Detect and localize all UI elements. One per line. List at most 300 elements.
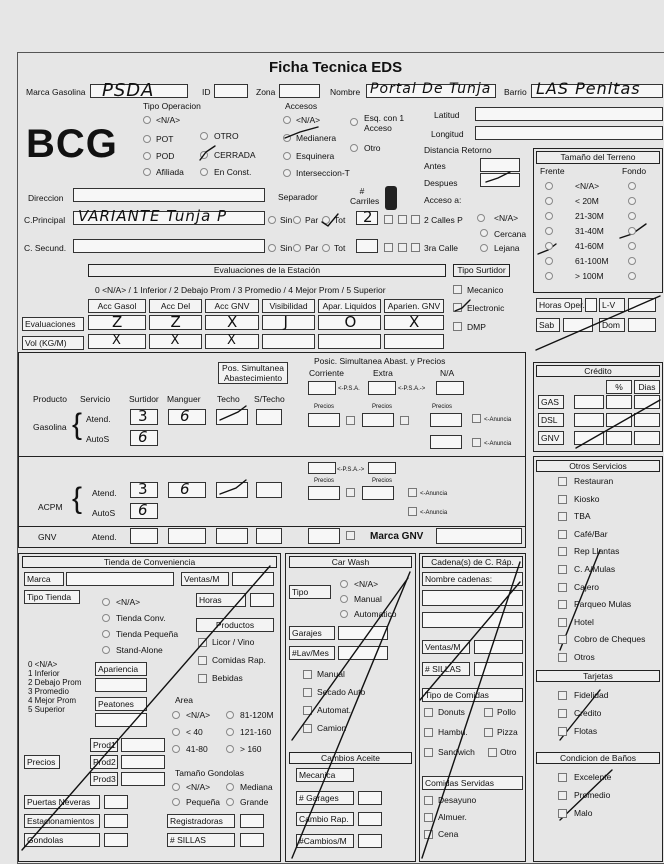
checkbox[interactable] <box>424 708 433 717</box>
carriles-label: # Carriles <box>350 186 380 206</box>
separador-label: Separador <box>278 192 318 202</box>
vol-value: X <box>170 333 181 348</box>
credito-field[interactable] <box>606 395 632 409</box>
precios-label-5: Precios <box>372 478 393 484</box>
frente-radio[interactable] <box>545 257 553 265</box>
zona-label: Zona <box>256 87 276 97</box>
peatones-label: Peatones <box>95 697 147 711</box>
radio[interactable] <box>102 630 110 638</box>
credito-field[interactable] <box>606 431 632 445</box>
latitud-label: Latitud <box>434 110 460 120</box>
credito-field[interactable] <box>634 395 660 409</box>
radio[interactable] <box>226 745 234 753</box>
tarjeta-item: Flotas <box>574 726 598 736</box>
c-principal-label: C.Principal <box>24 215 66 225</box>
credito-field[interactable] <box>634 431 660 445</box>
radio[interactable] <box>226 798 234 806</box>
sin-label-2: Sin <box>280 243 293 253</box>
radio[interactable] <box>172 711 180 719</box>
cadena-sillas-field[interactable] <box>474 662 523 676</box>
radio[interactable] <box>200 168 208 176</box>
eval-col-header: Apar. Liquidos <box>318 299 381 313</box>
distancia-label: Distancia Retorno <box>424 145 492 155</box>
cadena-nombre-field[interactable] <box>422 590 523 606</box>
credito-field[interactable] <box>606 413 632 427</box>
otros-servicio-item: Cobro de Cheques <box>574 634 646 645</box>
checkbox[interactable] <box>424 813 433 822</box>
registradoras-field[interactable] <box>240 814 264 828</box>
antes-label: Antes <box>424 161 446 171</box>
cambio-rap-field[interactable] <box>358 812 382 826</box>
radio[interactable] <box>480 244 488 252</box>
gnv-label: GNV <box>38 532 57 542</box>
bcg-logo: BCG <box>26 122 118 166</box>
checkbox[interactable] <box>488 748 497 757</box>
tot-label: Tot <box>334 215 346 225</box>
radio[interactable] <box>322 244 330 252</box>
tienda-precios-label: Precios <box>24 755 60 769</box>
carwash-na: <N/A> <box>354 579 379 589</box>
s-techo-field[interactable] <box>256 482 282 498</box>
radio[interactable] <box>293 216 301 224</box>
sin-label: Sin <box>280 215 293 225</box>
tam-na: <N/A> <box>186 782 211 792</box>
psa-field[interactable] <box>436 381 464 395</box>
anuncia-label-3: <-Anuncia <box>420 491 448 497</box>
checkbox[interactable] <box>424 796 433 805</box>
radio[interactable] <box>200 132 208 140</box>
frente-radio[interactable] <box>545 212 553 220</box>
apariencia-field[interactable] <box>95 678 147 692</box>
checkbox[interactable] <box>408 488 417 497</box>
radio[interactable] <box>340 580 348 588</box>
checkbox[interactable] <box>558 809 567 818</box>
precio-field[interactable] <box>308 413 340 427</box>
psa-field[interactable] <box>308 462 336 474</box>
extra-label: Extra <box>373 368 393 378</box>
radio[interactable] <box>226 711 234 719</box>
fondo-radio[interactable] <box>628 272 636 280</box>
tienda-marca-field[interactable] <box>66 572 174 586</box>
tam-grande: Grande <box>240 797 269 807</box>
prod-licor: Licor / Vino <box>212 637 255 647</box>
s-techo-field[interactable] <box>256 409 282 425</box>
brace-icon: { <box>72 408 83 441</box>
radio[interactable] <box>226 728 234 736</box>
radio[interactable] <box>268 244 276 252</box>
checkbox[interactable] <box>558 773 567 782</box>
radio[interactable] <box>172 745 180 753</box>
horas-oper-field[interactable] <box>585 298 597 312</box>
carwash-automatico: Automatico <box>354 609 397 619</box>
prod1-field[interactable] <box>121 738 165 752</box>
evaluaciones-scale: 0 <N/A> / 1 Inferior / 2 Debajo Prom / 3 Promedio / 4 Mejor Prom / 5 Superior <box>95 285 386 295</box>
checkbox[interactable] <box>303 706 312 715</box>
prod-comidas: Comidas Rap. <box>212 655 266 665</box>
nombre-value: Portal De Tunja <box>370 81 492 97</box>
manguer-header: Manguer <box>167 394 201 404</box>
checkbox[interactable] <box>472 414 481 423</box>
area-label: Area <box>175 695 193 705</box>
lejana-label: Lejana <box>494 243 520 253</box>
dos-calles-label: 2 Calles P <box>424 215 463 225</box>
checkbox[interactable] <box>411 243 420 252</box>
area-40: < 40 <box>186 727 203 737</box>
terreno-option: 41-60M <box>575 241 604 251</box>
gondolas-label: Gondolas <box>24 833 100 847</box>
carwash-sub-camion: Camion <box>317 723 347 733</box>
antes-field[interactable] <box>480 158 520 172</box>
acpm-atend-surtidor: 3 <box>138 480 149 498</box>
anuncia-label-4: <-Anuncia <box>420 510 448 516</box>
otros-servicio-item: Restauran <box>574 476 614 486</box>
credito-gas-label: GAS <box>538 395 564 409</box>
techo-field[interactable] <box>216 409 248 425</box>
despues-field[interactable] <box>480 173 520 187</box>
direccion-field[interactable] <box>73 188 265 202</box>
gnv-manguer-field[interactable] <box>168 528 206 544</box>
tot-field-2[interactable] <box>356 239 378 253</box>
tot-label-2: Tot <box>334 243 346 253</box>
psa-label-2: <-P.S.A.-> <box>398 386 426 392</box>
psa-label: <-P.S.A. <box>338 386 360 392</box>
frente-radio[interactable] <box>545 272 553 280</box>
checkbox[interactable] <box>346 531 355 540</box>
lv-label: L-V <box>599 298 625 312</box>
radio[interactable] <box>102 598 110 606</box>
radio[interactable] <box>226 783 234 791</box>
psa-field[interactable] <box>368 462 396 474</box>
checkbox[interactable] <box>558 635 567 644</box>
fondo-label: Fondo <box>622 166 647 176</box>
comida-sandwich: Sandwich <box>438 747 475 757</box>
carwash-sub-secado: Secado Auto <box>317 687 366 697</box>
radio[interactable] <box>322 216 330 224</box>
techo-field[interactable] <box>216 482 248 498</box>
tienda-tipo-pequena: Tienda Pequeña <box>116 629 179 639</box>
checkbox[interactable] <box>398 243 407 252</box>
gondolas-field[interactable] <box>104 833 128 847</box>
frente-radio[interactable] <box>545 182 553 190</box>
area-mas-160: > 160 <box>240 744 262 754</box>
prod-bebidas: Bebidas <box>212 673 243 683</box>
checkbox[interactable] <box>453 303 462 312</box>
terreno-option: 61-100M <box>575 256 609 266</box>
latitud-field[interactable] <box>475 107 663 121</box>
zona-field[interactable] <box>279 84 320 98</box>
comida-pizza: Pizza <box>497 727 518 737</box>
vol-field[interactable] <box>384 334 444 349</box>
checkbox[interactable] <box>384 243 393 252</box>
tipo-op-en-const: En Const. <box>214 167 252 177</box>
gas-atend-surtidor: 3 <box>138 407 149 425</box>
accesos-medianera: Medianera <box>296 133 337 143</box>
tienda-tipo-na: <N/A> <box>116 597 141 607</box>
apariencia-label: Apariencia <box>95 662 147 676</box>
carwash-title: Car Wash <box>289 556 412 568</box>
checkbox[interactable] <box>424 728 433 737</box>
checkbox[interactable] <box>398 215 407 224</box>
comidas-servidas-label: Comidas Servidas <box>422 776 523 790</box>
tienda-ventas-label: Ventas/M <box>181 572 229 586</box>
gas-atend-manguer: 6 <box>180 407 191 425</box>
radio[interactable] <box>102 646 110 654</box>
checkbox[interactable] <box>558 727 567 736</box>
tienda-horas-field[interactable] <box>250 593 274 607</box>
fondo-radio[interactable] <box>628 197 636 205</box>
credito-field[interactable] <box>634 413 660 427</box>
credito-field[interactable] <box>574 395 604 409</box>
eval-value: X <box>409 313 421 331</box>
checkbox[interactable] <box>198 638 207 647</box>
garajes-label: Garajes <box>289 626 335 640</box>
marca-gnv-label: Marca GNV <box>370 531 424 542</box>
fondo-radio[interactable] <box>628 257 636 265</box>
otros-servicio-item: Cajero <box>574 581 600 592</box>
eval-col-header: Aparien. GNV <box>384 299 444 313</box>
escala-2: 2 Debajo Prom <box>28 678 82 687</box>
autos-label-2: AutoS <box>92 508 116 518</box>
peatones-field[interactable] <box>95 713 147 727</box>
c-secund-field[interactable] <box>73 239 265 253</box>
otros-servicio-item: Hotel <box>574 616 594 627</box>
gnv-techo-field[interactable] <box>216 528 248 544</box>
nombre-cadenas-label: Nombre cadenas: <box>422 572 523 586</box>
checkbox[interactable] <box>558 477 567 486</box>
checkbox[interactable] <box>346 488 355 497</box>
gnv-surtidor-field[interactable] <box>130 528 158 544</box>
id-field[interactable] <box>214 84 248 98</box>
atend-label-2: Atend. <box>92 488 117 498</box>
marca-label: Marca Gasolina <box>26 87 86 97</box>
checkbox[interactable] <box>303 688 312 697</box>
otros-servicio-item: TBA <box>574 511 591 522</box>
checkbox[interactable] <box>453 322 462 331</box>
sab-field[interactable] <box>563 318 593 332</box>
frente-radio[interactable] <box>545 197 553 205</box>
tam-mediana: Mediana <box>240 782 273 792</box>
radio[interactable] <box>350 118 358 126</box>
garages-field[interactable] <box>358 791 382 805</box>
credito-field[interactable] <box>574 413 604 427</box>
lv-field[interactable] <box>628 298 656 312</box>
vol-field[interactable] <box>262 334 315 349</box>
tienda-ventas-field[interactable] <box>232 572 274 586</box>
estacionamientos-label: Estacionamientos <box>24 814 100 828</box>
traffic-light-icon <box>385 186 397 210</box>
checkbox[interactable] <box>346 416 355 425</box>
estacionamientos-field[interactable] <box>104 814 128 828</box>
servida-almuer: Almuer. <box>438 812 467 822</box>
radio[interactable] <box>340 595 348 603</box>
prod2-field[interactable] <box>121 755 165 769</box>
frente-radio[interactable] <box>545 242 553 250</box>
checkbox[interactable] <box>484 708 493 717</box>
accesos-interseccion: Interseccion-T <box>296 168 350 178</box>
checkbox[interactable] <box>558 691 567 700</box>
radio[interactable] <box>268 216 276 224</box>
fondo-radio[interactable] <box>628 182 636 190</box>
cercana-label: Cercana <box>494 229 527 239</box>
gnv-precio-field[interactable] <box>308 528 340 544</box>
puertas-field[interactable] <box>104 795 128 809</box>
marca-gnv-field[interactable] <box>436 528 522 544</box>
radio[interactable] <box>102 614 110 622</box>
checkbox[interactable] <box>198 656 207 665</box>
checkbox[interactable] <box>384 215 393 224</box>
gasolina-label: Gasolina <box>33 422 67 432</box>
accesos-esquinera: Esquinera <box>296 151 335 161</box>
checkbox[interactable] <box>303 670 312 679</box>
checkbox[interactable] <box>558 512 567 521</box>
credito-field[interactable] <box>574 431 604 445</box>
pos-simultanea-label: Pos. Simultanea Abastecimiento <box>218 362 288 384</box>
cadena-ventas-field[interactable] <box>474 640 523 654</box>
checkbox[interactable] <box>424 748 433 757</box>
checkbox[interactable] <box>411 215 420 224</box>
radio[interactable] <box>477 214 485 222</box>
lav-mes-field[interactable] <box>338 646 388 660</box>
radio[interactable] <box>340 610 348 618</box>
gnv-s-techo-field[interactable] <box>256 528 282 544</box>
cambio-rap-label: Cambio Rap. <box>296 812 354 826</box>
radio[interactable] <box>283 169 291 177</box>
garajes-field[interactable] <box>338 626 388 640</box>
radio[interactable] <box>143 116 151 124</box>
radio[interactable] <box>172 783 180 791</box>
checkbox[interactable] <box>558 565 567 574</box>
fondo-radio[interactable] <box>628 212 636 220</box>
precio-field[interactable] <box>430 435 462 449</box>
checkbox[interactable] <box>484 728 493 737</box>
area-120: 81-120M <box>240 710 274 720</box>
tipo-op-na: <N/A> <box>156 115 181 125</box>
corriente-label: Corriente <box>309 368 344 378</box>
checkbox[interactable] <box>198 674 207 683</box>
evaluaciones-row-label: Evaluaciones <box>22 317 84 331</box>
producto-header: Producto <box>33 394 68 404</box>
fondo-radio[interactable] <box>628 242 636 250</box>
longitud-field[interactable] <box>475 126 663 140</box>
acceso-a-label: Acceso a: <box>424 195 462 205</box>
checkbox[interactable] <box>408 507 417 516</box>
fondo-radio[interactable] <box>628 227 636 235</box>
servida-cena: Cena <box>438 829 459 839</box>
radio[interactable] <box>480 229 488 237</box>
cambios-mes-field[interactable] <box>358 834 382 848</box>
prod3-field[interactable] <box>121 772 165 786</box>
radio[interactable] <box>350 144 358 152</box>
radio[interactable] <box>172 798 180 806</box>
checkbox[interactable] <box>472 438 481 447</box>
tienda-sillas-label: # SILLAS <box>167 833 235 847</box>
vol-value: X <box>112 333 122 348</box>
comida-hambu: Hambu. <box>438 727 468 737</box>
area-na: <N/A> <box>186 710 211 720</box>
psa-field[interactable] <box>368 381 396 395</box>
atend-label-3: Atend. <box>92 532 117 542</box>
mecanica-label: Mecanica <box>296 768 354 782</box>
bano-item: Excelente <box>574 772 612 782</box>
psa-field[interactable] <box>308 381 336 395</box>
cambios-mes-label: #Cambios/M <box>296 834 354 848</box>
divider <box>18 526 526 527</box>
barrio-value: LAS Penitas <box>536 79 641 98</box>
tamano-gondolas-label: Tamaño Gondolas <box>175 768 244 778</box>
checkbox[interactable] <box>558 709 567 718</box>
checkbox[interactable] <box>558 495 567 504</box>
checkbox[interactable] <box>558 653 567 662</box>
checkbox[interactable] <box>424 830 433 839</box>
radio[interactable] <box>293 244 301 252</box>
tipo-op-afiliada: Afiliada <box>156 167 184 177</box>
horas-oper-label: Horas Oper. <box>536 298 582 312</box>
checkbox[interactable] <box>453 285 462 294</box>
checkbox[interactable] <box>303 724 312 733</box>
radio[interactable] <box>200 151 208 159</box>
acceso-na-label: <N/A> <box>494 213 519 223</box>
radio[interactable] <box>143 168 151 176</box>
radio[interactable] <box>172 728 180 736</box>
radio[interactable] <box>283 116 291 124</box>
precios-label-2: Precios <box>372 404 393 410</box>
checkbox[interactable] <box>558 791 567 800</box>
precio-field[interactable] <box>362 486 394 500</box>
atend-label: Atend. <box>86 414 111 424</box>
radio[interactable] <box>143 135 151 143</box>
acpm-autos: 6 <box>138 501 149 519</box>
tarjetas-title: Tarjetas <box>536 670 660 682</box>
tipo-comidas-label: Tipo de Comidas <box>422 688 523 702</box>
prod3-label: Prod3 <box>90 772 118 786</box>
eval-value: Z <box>170 313 182 331</box>
precios-label: Precios <box>314 404 335 410</box>
servida-desayuno: Desayuno <box>438 795 477 805</box>
radio[interactable] <box>283 134 291 142</box>
checkbox[interactable] <box>558 600 567 609</box>
tienda-sillas-field[interactable] <box>240 833 264 847</box>
checkbox[interactable] <box>558 547 567 556</box>
precio-field[interactable] <box>430 413 462 427</box>
techo-header: Techo <box>217 394 240 404</box>
anuncia-label-2: <-Anuncia <box>484 441 512 447</box>
vol-field[interactable] <box>318 334 381 349</box>
tarjeta-item: Credito <box>574 708 602 718</box>
checkbox[interactable] <box>400 416 409 425</box>
garages-label: # Garages <box>296 791 354 805</box>
radio[interactable] <box>143 152 151 160</box>
tipo-op-pot: POT <box>156 134 174 144</box>
frente-radio[interactable] <box>545 227 553 235</box>
productos-label: Productos <box>196 618 274 632</box>
checkbox[interactable] <box>558 583 567 592</box>
checkbox[interactable] <box>558 618 567 627</box>
c-principal-value: VARIANTE Tunja P <box>78 207 228 225</box>
tienda-horas-label: Horas <box>196 593 246 607</box>
s-techo-header: S/Techo <box>254 394 285 404</box>
precio-field[interactable] <box>362 413 394 427</box>
dom-field[interactable] <box>628 318 656 332</box>
accesos-esq-acceso: Esq. con 1 Acceso <box>364 113 405 133</box>
radio[interactable] <box>283 152 291 160</box>
cadena-nombre-field[interactable] <box>422 612 523 628</box>
prod2-label: Prod2 <box>90 755 118 769</box>
precio-field[interactable] <box>308 486 340 500</box>
otros-servicio-item: C. A/Mulas <box>574 564 616 574</box>
acpm-label: ACPM <box>38 502 63 512</box>
checkbox[interactable] <box>558 530 567 539</box>
dias-label: Dias <box>634 380 660 394</box>
